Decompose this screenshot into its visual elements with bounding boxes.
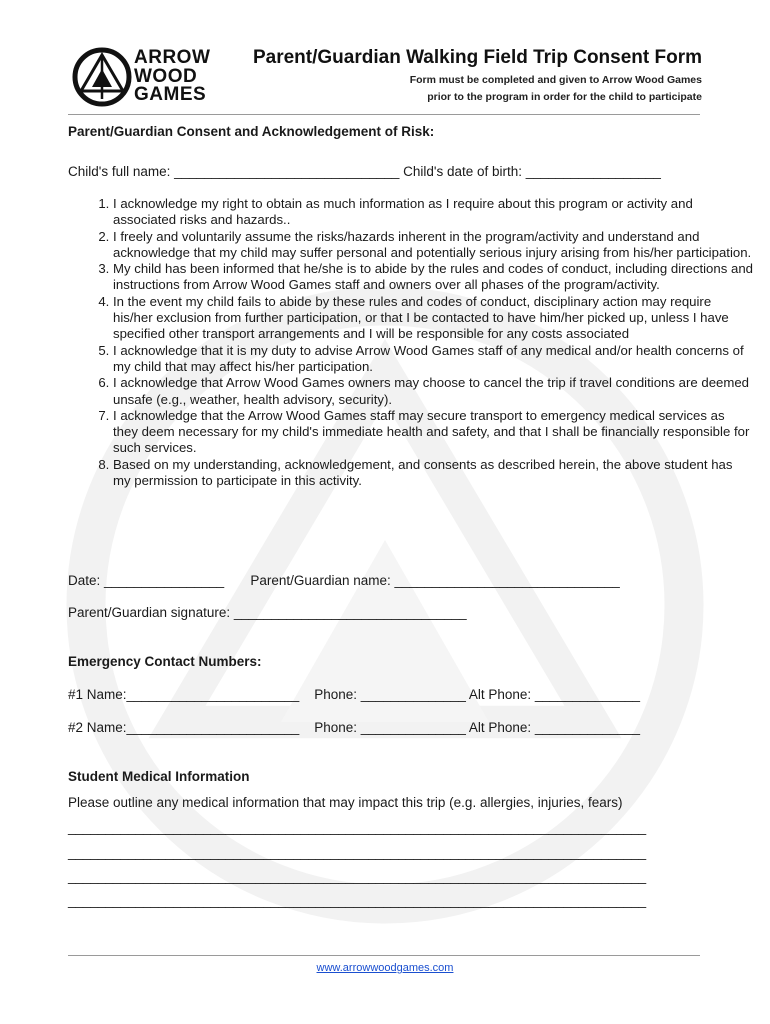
date-guardian-name-line[interactable]: Date: ________________ Parent/Guardian name: ______________________________ — [68, 573, 620, 588]
consent-heading: Parent/Guardian Consent and Acknowledgement of Risk: — [68, 124, 435, 139]
footer-divider — [68, 955, 700, 956]
medical-heading: Student Medical Information — [68, 769, 250, 784]
emergency-contact-2[interactable]: #2 Name:_______________________ Phone: ______________ Alt Phone: ______________ — [68, 720, 641, 735]
medical-blank-line-1[interactable]: _____________________________________________________________________________ — [68, 820, 647, 835]
medical-blank-line-3[interactable]: _____________________________________________________________________________ — [68, 869, 647, 884]
logo-wordmark — [134, 49, 210, 105]
header-divider — [68, 114, 700, 115]
logo-word-1: ARROW — [134, 47, 211, 68]
form-title: Parent/Guardian Walking Field Trip Consent Form — [252, 47, 702, 68]
list-item: 2. I freely and voluntarily assume the risks/hazards inherent in the program/activity and understand and acknowledge that my child may suffer personal and potentially serious injury arising from his/her participation. — [113, 229, 753, 262]
emergency-heading: Emergency Contact Numbers: — [68, 654, 262, 669]
medical-blank-line-4[interactable]: _____________________________________________________________________________ — [68, 893, 647, 908]
list-item: 6. I acknowledge that Arrow Wood Games owners may choose to cancel the trip if travel conditions are deemed unsafe (e.g., weather, health advisory, security). — [113, 375, 753, 408]
medical-prompt: Please outline any medical information that may impact this trip (e.g. allergies, injuries, fears) — [68, 795, 623, 810]
logo-word-2: WOOD — [134, 65, 198, 87]
medical-blank-line-2[interactable]: _____________________________________________________________________________ — [68, 845, 647, 860]
list-item: 8. Based on my understanding, acknowledgement, and consents as described herein, the above student has my permission to participate in this activity. — [113, 457, 753, 490]
list-item: 5. I acknowledge that it is my duty to advise Arrow Wood Games staff of any medical and/or health concerns of my child that may affect his/her participation. — [113, 343, 753, 376]
logo-word-3: GAMES — [134, 84, 207, 105]
list-item: 7. I acknowledge that the Arrow Wood Games staff may secure transport to emergency medical services as they deem necessary for my child's immediate health and safety, and that I shall be financially responsible for such services. — [113, 408, 753, 457]
arrow-wood-games-logo — [72, 47, 212, 107]
logo-emblem-icon — [72, 47, 132, 107]
guardian-signature-line[interactable]: Parent/Guardian signature: _______________________________ — [68, 605, 467, 620]
acknowledgement-list — [68, 196, 753, 489]
child-info-line[interactable]: Child's full name: ______________________________ Child's date of birth: __________________ — [68, 164, 661, 179]
form-subtitle — [410, 72, 702, 106]
list-item: 1. I acknowledge my right to obtain as much information as I require about this program or activity and associated risks and hazards.. — [113, 196, 753, 229]
list-item: 3. My child has been informed that he/she is to abide by the rules and codes of conduct, including directions and instructions from Arrow Wood Games staff and owners over all phases of the program/activity. — [113, 261, 753, 294]
subtitle-line-2: prior to the program in order for the child to participate — [427, 91, 702, 103]
website-link[interactable]: www.arrowwoodgames.com — [316, 962, 454, 974]
subtitle-line-1: Form must be completed and given to Arrow Wood Games — [409, 74, 702, 86]
emergency-contact-1[interactable]: #1 Name:_______________________ Phone: ______________ Alt Phone: ______________ — [68, 687, 641, 702]
list-item: 4. In the event my child fails to abide by these rules and codes of conduct, disciplinary action may require his/her exclusion from further participation, or that I be contacted to have him/her picked up, unless I have specified other transport arrangements and I will be responsible for any costs associated — [113, 294, 753, 343]
